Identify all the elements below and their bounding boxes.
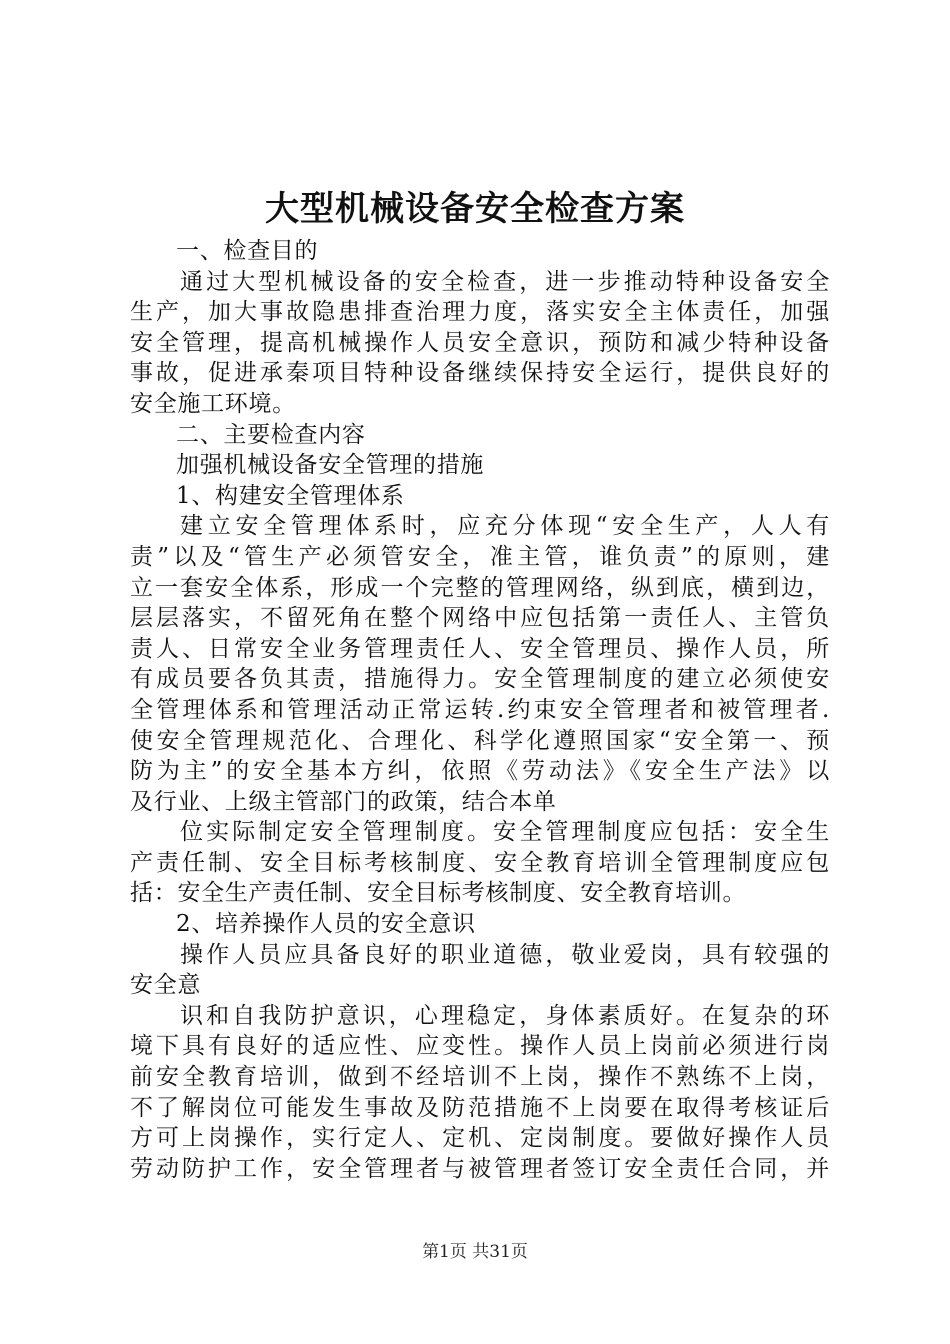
subheading-2: 2、培养操作人员的安全意识 (176, 911, 476, 938)
paragraph-line: 安全施工环境。 (130, 390, 296, 417)
heading-main-content: 二、主要检查内容 (176, 421, 366, 448)
paragraph-line: 前安全教育培训，做到不经培训不上岗，操作不熟练不上岗， (130, 1064, 830, 1091)
subheading-1: 1、构建安全管理体系 (176, 482, 405, 509)
paragraph-line: 安全管理，提高机械操作人员安全意识，预防和减少特种设备 (130, 329, 830, 356)
paragraph-line: 产责任制、安全目标考核制度、安全教育培训全管理制度应包 (130, 849, 830, 876)
heading-purpose: 一、检查目的 (176, 238, 319, 264)
paragraph-line: 通过大型机械设备的安全检查，进一步推动特种设备安全 (180, 268, 830, 295)
paragraph-line: 有成员要各负其责，措施得力。安全管理制度的建立必须使安 (130, 666, 830, 693)
paragraph-line: 事故，促进承秦项目特种设备继续保持安全运行，提供良好的 (130, 360, 830, 387)
paragraph-line: 及行业、上级主管部门的政策，结合本单 (130, 788, 557, 815)
paragraph-line: 识和自我防护意识，心理稳定，身体素质好。在复杂的环 (180, 1002, 830, 1029)
paragraph-line: 责人、日常安全业务管理责任人、安全管理员、操作人员，所 (130, 635, 830, 662)
document-body (130, 236, 830, 1184)
document-title: 大型机械设备安全检查方案 (265, 189, 685, 229)
paragraph-line: 生产，加大事故隐患排查治理力度，落实安全主体责任，加强 (130, 299, 830, 326)
page-number: 第1页 共31页 (422, 1242, 528, 1262)
paragraph-line: 操作人员应具备良好的职业道德，敬业爱岗，具有较强的 (180, 941, 830, 968)
paragraph-line: 安全意 (130, 972, 202, 999)
paragraph-line: 层层落实，不留死角在整个网络中应包括第一责任人、主管负 (130, 605, 830, 632)
paragraph-line: 建立安全管理体系时，应充分体现“安全生产，人人有 (180, 513, 830, 540)
paragraph-line: 劳动防护工作，安全管理者与被管理者签订安全责任合同，并 (130, 1155, 830, 1182)
paragraph-line: 防为主”的安全基本方纠，依照《劳动法》《安全生产法》以 (130, 758, 830, 785)
paragraph-line: 境下具有良好的适应性、应变性。操作人员上岗前必须进行岗 (130, 1033, 830, 1060)
subheading-measures: 加强机械设备安全管理的措施 (176, 452, 485, 479)
paragraph-line: 责”以及“管生产必须管安全，准主管，谁负责”的原则，建 (130, 543, 830, 570)
paragraph-line: 全管理体系和管理活动正常运转.约束安全管理者和被管理者. (130, 696, 830, 723)
paragraph-line: 位实际制定安全管理制度。安全管理制度应包括：安全生 (180, 819, 830, 846)
paragraph-line: 方可上岗操作，实行定人、定机、定岗制度。要做好操作人员 (130, 1125, 830, 1152)
paragraph-line: 使安全管理规范化、合理化、科学化遵照国家“安全第一、预 (130, 727, 830, 754)
paragraph-line: 不了解岗位可能发生事故及防范措施不上岗要在取得考核证后 (130, 1094, 830, 1121)
paragraph-line: 括：安全生产责任制、安全目标考核制度、安全教育培训。 (130, 880, 747, 907)
paragraph-line: 立一套安全体系，形成一个完整的管理网络，纵到底，横到边， (130, 574, 830, 601)
